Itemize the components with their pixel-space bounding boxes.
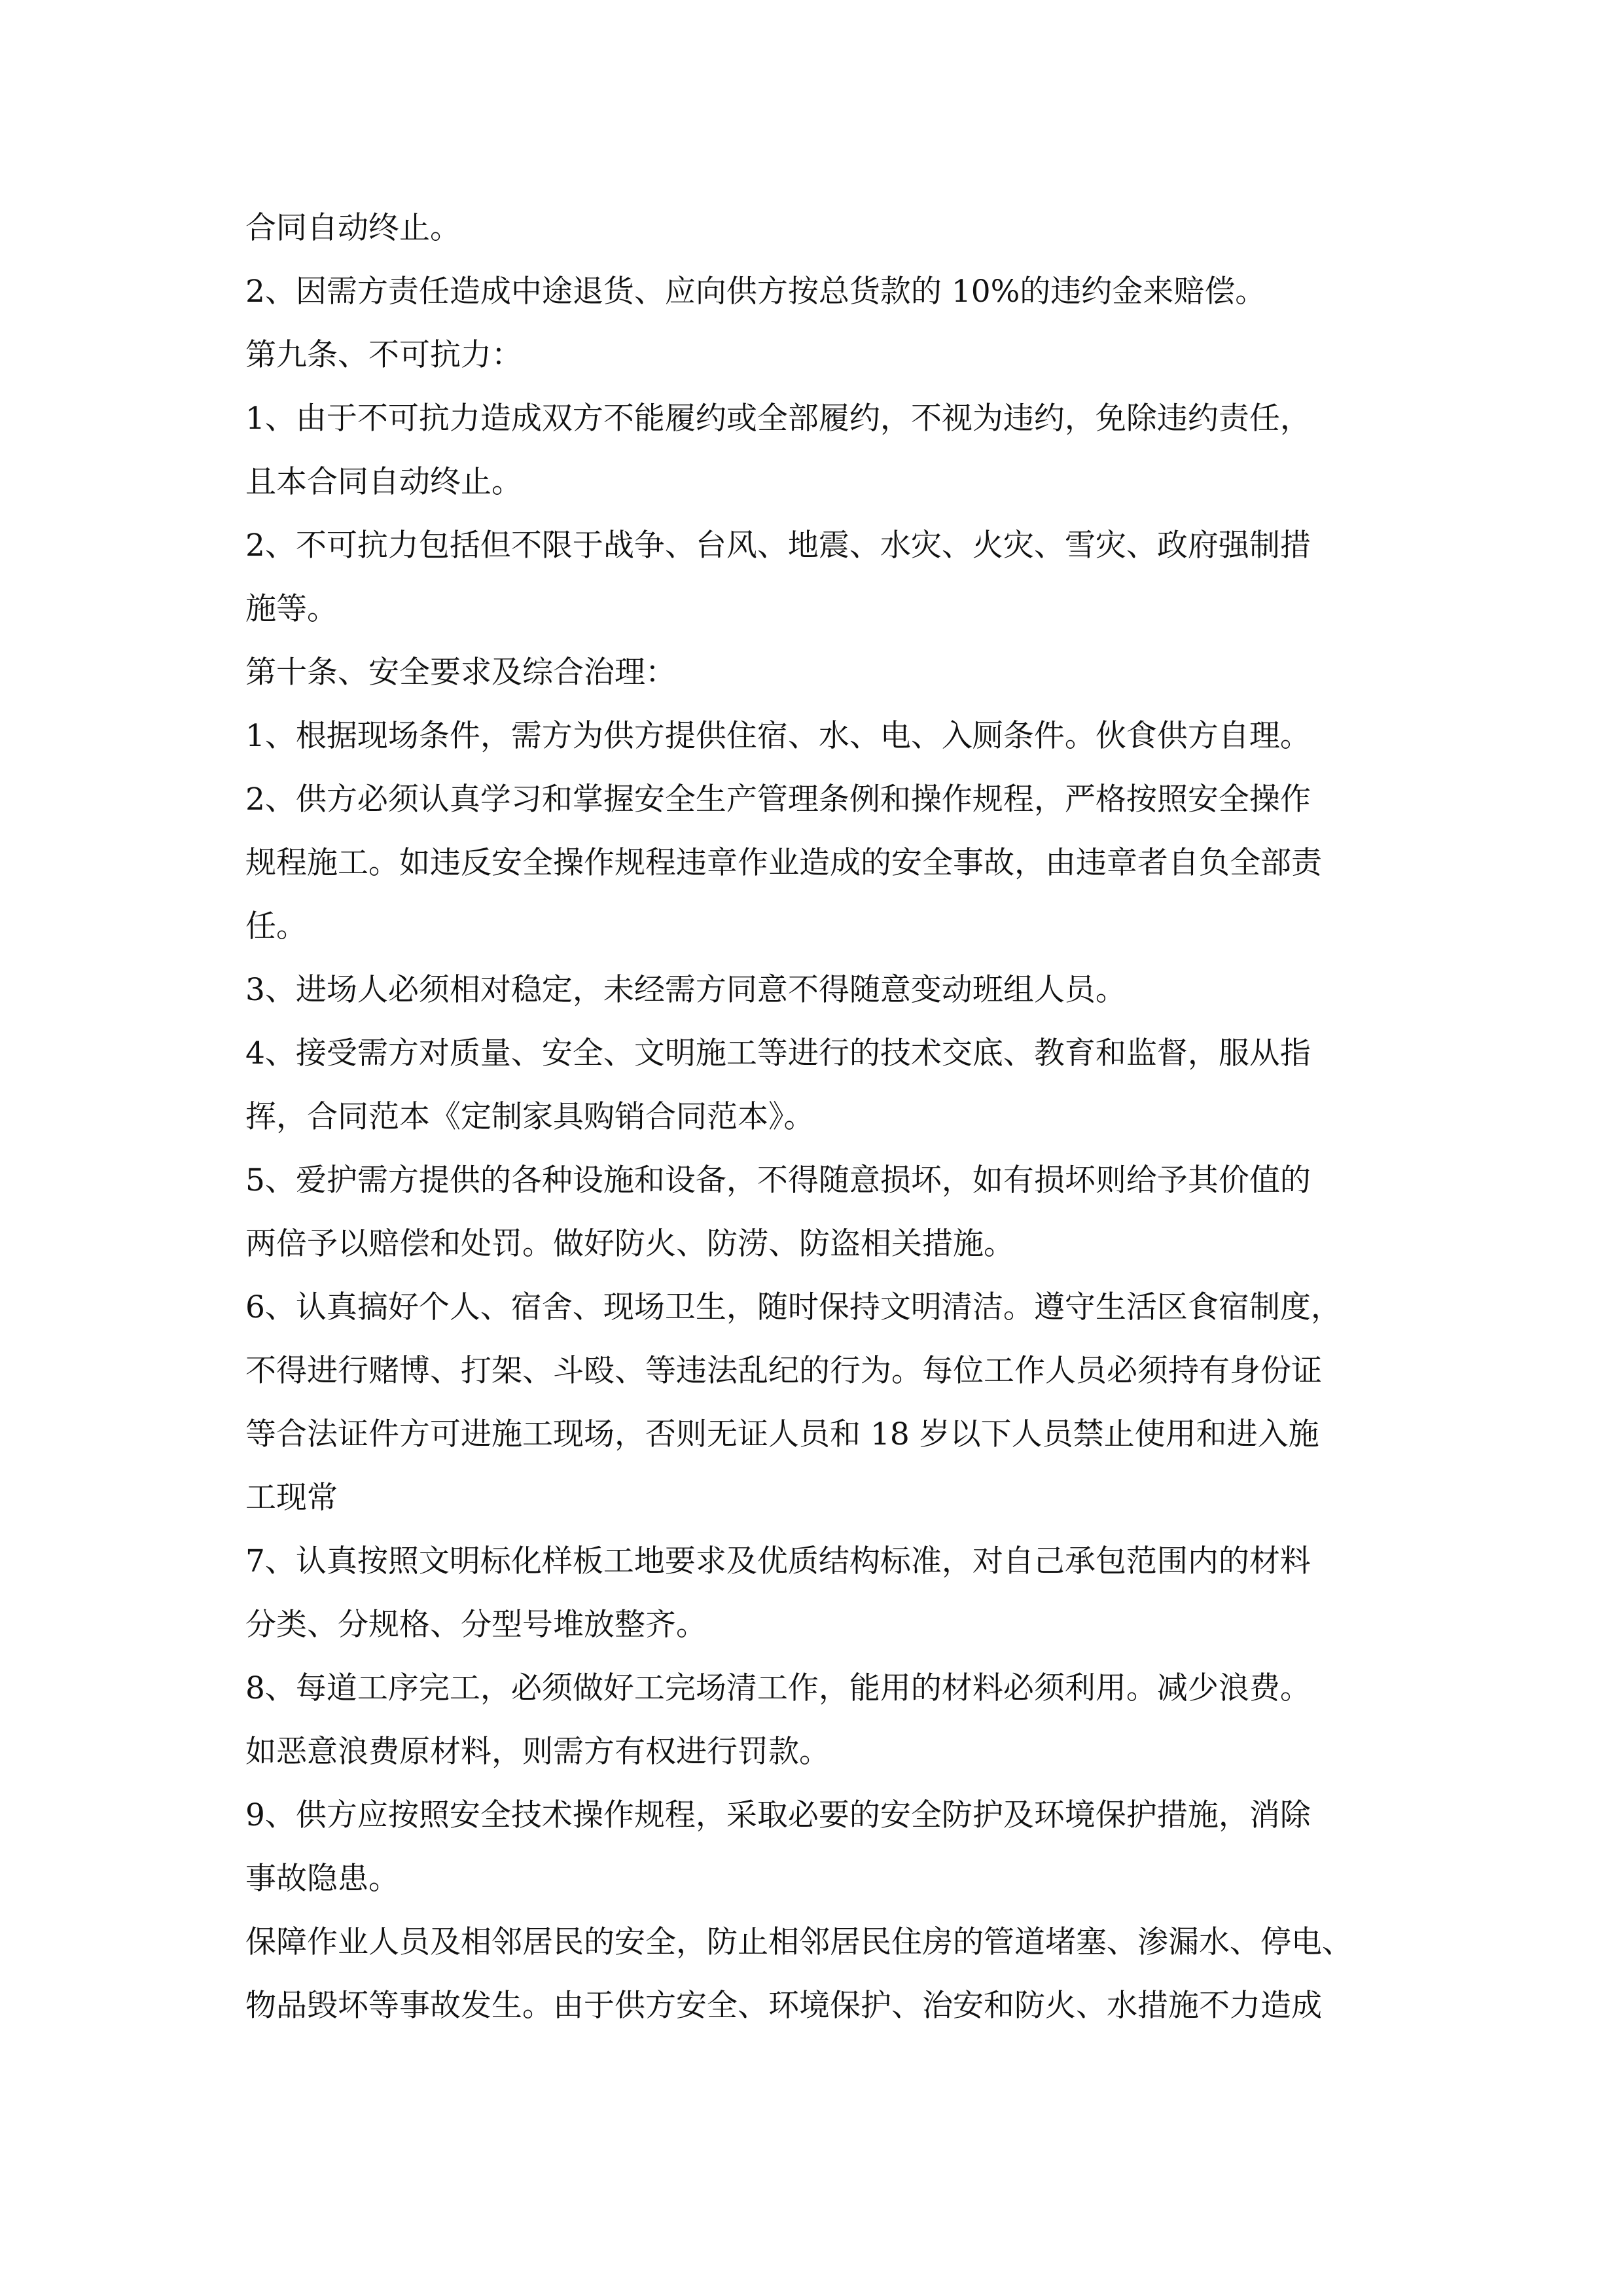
text-line: 且本合同自动终止。: [245, 464, 522, 500]
text-line: 5、爱护需方提供的各种设施和设备，不得随意损坏，如有损坏则给予其价值的: [245, 1162, 1311, 1198]
text-line: 7、认真按照文明标化样板工地要求及优质结构标准，对自己承包范围内的材料: [245, 1543, 1311, 1579]
text-line: 挥，合同范本《定制家具购销合同范本》。: [245, 1099, 815, 1135]
text-line: 3、进场人必须相对稳定，未经需方同意不得随意变动班组人员。: [245, 972, 1126, 1008]
text-line: 保障作业人员及相邻居民的安全，防止相邻居民住房的管道堵塞、渗漏水、停电、: [245, 1924, 1353, 1960]
text-line: 物品毁坏等事故发生。由于供方安全、环境保护、治安和防火、水措施不力造成: [245, 1988, 1322, 2024]
section-heading: 第九条、不可抗力：: [245, 337, 522, 373]
text-line: 2、不可抗力包括但不限于战争、台风、地震、水灾、火灾、雪灾、政府强制措: [245, 528, 1311, 564]
text-line: 2、供方必须认真学习和掌握安全生产管理条例和操作规程，严格按照安全操作: [245, 781, 1311, 817]
text-line: 1、由于不可抗力造成双方不能履约或全部履约，不视为违约，免除违约责任，: [245, 401, 1311, 437]
text-line: 2、因需方责任造成中途退货、应向供方按总货款的 10%的违约金来赔偿。: [245, 274, 1266, 310]
text-line: 两倍予以赔偿和处罚。做好防火、防涝、防盗相关措施。: [245, 1226, 1014, 1262]
text-line: 分类、分规格、分型号堆放整齐。: [245, 1607, 707, 1643]
document-body: [245, 196, 1384, 2037]
text-line: 工现常: [245, 1480, 338, 1516]
text-line: 如恶意浪费原材料，则需方有权进行罚款。: [245, 1734, 830, 1770]
text-line: 等合法证件方可进施工现场，否则无证人员和 18 岁以下人员禁止使用和进入施: [245, 1416, 1319, 1452]
text-line: 规程施工。如违反安全操作规程违章作业造成的安全事故，由违章者自负全部责: [245, 845, 1322, 881]
text-line: 9、供方应按照安全技术操作规程，采取必要的安全防护及环境保护措施，消除: [245, 1797, 1311, 1833]
text-line: 1、根据现场条件，需方为供方提供住宿、水、电、入厕条件。伙食供方自理。: [245, 718, 1311, 754]
text-line: 8、每道工序完工，必须做好工完场清工作，能用的材料必须利用。减少浪费。: [245, 1670, 1311, 1706]
text-line: 6、认真搞好个人、宿舍、现场卫生，随时保持文明清洁。遵守生活区食宿制度，: [245, 1289, 1342, 1325]
text-line: 不得进行赌博、打架、斗殴、等违法乱纪的行为。每位工作人员必须持有身份证: [245, 1353, 1322, 1389]
text-line: 合同自动终止。: [245, 210, 461, 246]
text-line: 施等。: [245, 591, 338, 627]
text-line: 任。: [245, 908, 307, 944]
section-heading: 第十条、安全要求及综合治理：: [245, 655, 676, 691]
text-line: 4、接受需方对质量、安全、文明施工等进行的技术交底、教育和监督，服从指: [245, 1035, 1311, 1071]
text-line: 事故隐患。: [245, 1861, 399, 1897]
